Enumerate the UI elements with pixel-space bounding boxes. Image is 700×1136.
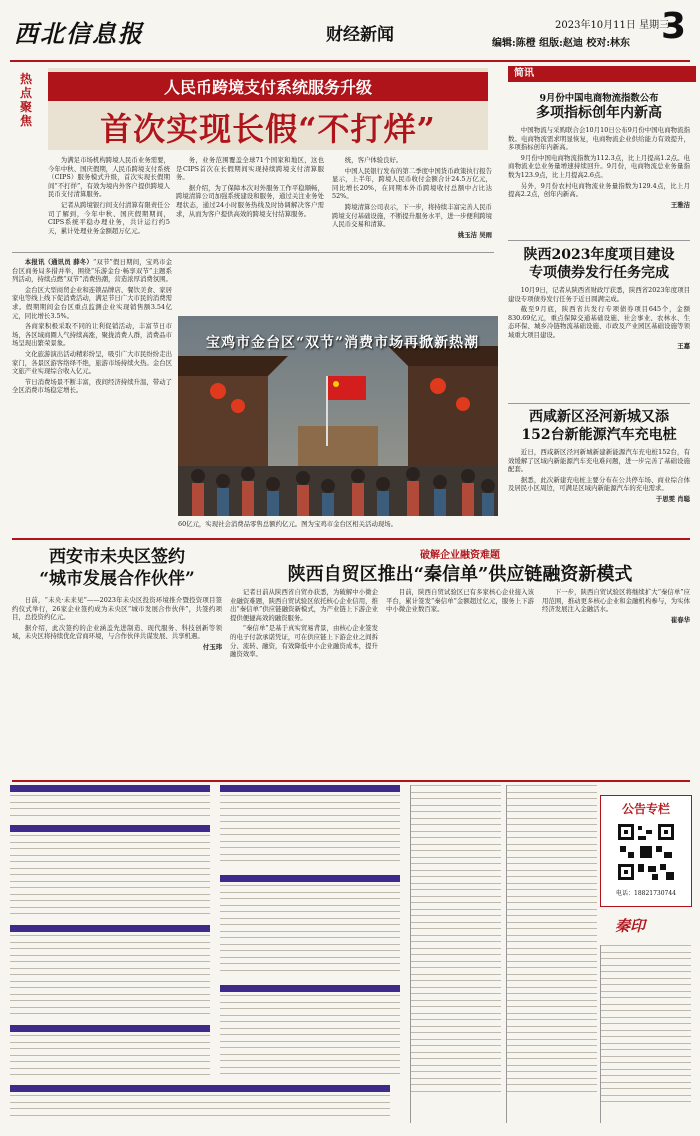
lead-headline-banner [48, 68, 488, 150]
brief-3-title: 152台新能源汽车充电桩 [521, 427, 677, 443]
brief-paragraph: 9月份中国电商物流指数为112.3点，比上月提高1.2点。电商物流业总业务量增速持续回升。9月份，电商物流总业务量指数为123.9点，比上月提高2.6点。 [508, 153, 690, 179]
lead-paragraph: 记者从跨境银行间支付清算有限责任公司了解到，今年中秋、国庆假期期间，CIPS系统平稳办理业务，共计运行约5天，累计处理业务金额超万亿元。 [48, 200, 170, 235]
brief-paragraph: 近日，西咸新区泾河新城新建新能源汽车充电桩152台，有效缓解了区域内新能源汽车充电难问题，进一步完善了基础设施配套。 [508, 448, 690, 474]
partner-author: 付玉玮 [202, 642, 222, 651]
ad-header-strip [10, 1085, 390, 1092]
lead-column-3 [332, 156, 492, 256]
finance-paragraph: 记者日前从陕西省自贸办获悉，为破解中小微企业融资难题，陕西自贸试验区依托核心企业信用，推出“秦信单”供应链融资新模式，为产业链上下游企业提供便捷高效的融资服务。 [230, 588, 378, 622]
ad-text-column [506, 785, 597, 1123]
section-rule [12, 538, 690, 540]
brief-paragraph: 据悉，此次新建充电桩主要分布在公共停车场、商业综合体及居民小区周边，可满足区域内新能源汽车的充电需求。 [508, 475, 690, 493]
brief-3-author: 于思雯 肖聪 [655, 494, 690, 503]
ad-text-column [410, 785, 501, 1123]
story-paragraph [12, 258, 172, 284]
partner-paragraph: 日前，“未央·未来见”——2023年未央区投资环境推介暨投资项目签约仪式举行，26家企业签约成为未央区“城市发展合作伙伴”，共签约项目，总投资约亿元。 [12, 596, 222, 622]
brief-2-title: 专项债券发行任务完成 [529, 265, 669, 281]
lead-paragraph: 务，业务范围覆盖全球71个国家和地区，这也是CIPS首次在长假期间实现持续跨境支付清算服务。 [176, 156, 324, 182]
story-paragraph: 各商家积极采取不同的让利促销活动，丰富节日市场，各区域商圈人气持续高涨，聚拢消费人群，消费品市场呈现出繁荣景象。 [12, 322, 172, 348]
lead-paragraph: 中国人民银行发布的第二季度中国货币政策执行报告显示，上半年，跨境人民币收付金额合计24.5万亿元，同比增长20%，在同期本外币跨境收付总额中占比达52%。 [332, 166, 492, 201]
ad-text-block [10, 935, 210, 1023]
brief-2-author: 王嘉 [677, 341, 690, 350]
brief-paragraph: 另外，9月份农村电商物流业务量指数为129.4点，比上月提高2.2点，创年内新高。 [508, 181, 690, 199]
lead-title: 首次实现长假“不打烊” [100, 110, 436, 148]
brief-paragraph: 10月9日，记者从陕西省财政厅获悉，陕西省2023年度项目建设专项债券发行任务于近日圆满完成。 [508, 286, 690, 303]
hot-tag-char: 焦 [19, 114, 32, 128]
ad-text-block [10, 795, 210, 823]
ad-text-block [10, 835, 210, 923]
lead-column-1 [48, 156, 170, 256]
story-paragraph: 文化旅游演出活动精彩纷呈，吸引广大市民纷纷走出家门，各景区游客络绎不绝，旅游市场持续火热。金台区文旅产业实现综合收入亿元。 [12, 349, 172, 376]
ad-header-strip [220, 985, 400, 992]
story-paragraph: 金台区大型商贸企业和连锁品牌店、餐饮美食、家居家电等线上线下促消费活动，满足节日广大市民的消费需求。假期期间金台区重点监测企业实现销售额3.54亿元，同比增长3.5%。 [12, 285, 172, 320]
ad-header-strip [10, 1025, 210, 1032]
brief-3-body [508, 448, 690, 532]
ad-text-block [10, 1035, 210, 1083]
notice-title: 公告专栏 [621, 802, 670, 816]
finance-column-3 [542, 588, 690, 776]
brief-1-body [508, 126, 690, 234]
brief-1-author: 王雅洁 [670, 200, 690, 209]
partner-paragraph: 据介绍，此次签约的企业涵盖先进制造、现代服务、科技创新等领域，未央区将持续优化营商环境，与合作伙伴共谋发展、共享机遇。 [12, 623, 222, 641]
lead-paragraph: 据介绍，为了保障本次对外服务工作平稳顺畅，跨境清算公司加强系统建设和服务，通过关注业务处理状态，通过24小时服务热线及时协调解决客户需求，从而为客户提供高效的跨境支付结算服务。 [176, 183, 324, 218]
brief-divider [508, 240, 690, 241]
festival-photo [178, 316, 498, 516]
lead-column-2 [176, 156, 324, 256]
brief-paragraph: 中国物流与采购联合会10月10日公布9月份中国电商物流指数。电商物流需求明显恢复，电商物流企业供给能力有效提升，多项指标创年内新高。 [508, 126, 690, 152]
lead-paragraph: 跨境清算公司表示，下一步，将持续丰富完善人民币跨境支付基础设施，不断提升服务水平，进一步便利跨境人民币交易和清算。 [332, 202, 492, 229]
newspaper-logo: 西北信息报 [14, 19, 144, 48]
ad-text-block [220, 995, 400, 1083]
ad-text-column [600, 945, 691, 1123]
lead-paragraph: 为满足市场机构跨境人民币业务需要，今年中秋、国庆假期，人民币跨境支付系统（CIPS）服务模式升级，首次实现长假期间“不打烊”，有效为境内外客户提供跨境人民币支付清算服务。 [48, 156, 170, 199]
ads-rule [12, 780, 690, 782]
notice-column-box [600, 795, 692, 907]
photo-caption-title: 宝鸡市金台区“双节”消费市场再掀新热潮 [206, 335, 480, 351]
lead-author: 姚玉洁 吴雨 [457, 230, 492, 239]
section-divider [12, 252, 494, 253]
story-byline: 本报讯（通讯员 薛冬） [24, 258, 93, 266]
brief-1-subtitle: 9月份中国电商物流指数公布 [539, 93, 659, 104]
hot-tag-char: 聚 [19, 100, 32, 114]
issue-date: 2023年10月11日 星期三 [555, 20, 670, 31]
brief-2-subtitle: 陕西2023年度项目建设 [523, 247, 675, 263]
finance-story-title: 陕西自贸区推出“秦信单”供应链融资新模式 [287, 564, 633, 585]
partner-title-line-1: 西安市未央区签约 [49, 547, 185, 567]
partner-story-body [12, 596, 222, 776]
finance-column-1 [230, 588, 378, 776]
finance-paragraph: 下一步，陕西自贸试验区将继续扩大“秦信单”应用范围，推动更多核心企业和金融机构参与，为实体经济发展注入金融活水。 [542, 588, 690, 614]
notice-phone: 电话：18821730744 [616, 890, 676, 897]
finance-story-kicker: 破解企业融资难题 [420, 550, 500, 561]
ad-header-strip [10, 925, 210, 932]
ad-header-strip [220, 875, 400, 882]
brief-news-header: 简讯 [508, 66, 696, 82]
brief-1-title: 多项指标创年内新高 [536, 105, 662, 121]
ad-text-block [10, 1095, 390, 1123]
story-lead-text: “双节”假日期间，宝鸡市金台区商务局多措并举，围绕“乐游金台·畅享双节”主题系列活动，持续点燃“双节”消费热潮，营造浓厚消费氛围。 [12, 258, 172, 284]
lead-paragraph: 统，客户体验良好。 [344, 156, 403, 164]
lead-kicker: 人民币跨境支付系统服务升级 [48, 72, 488, 101]
brief-divider [508, 403, 690, 404]
masthead [10, 6, 690, 62]
seal-logo: 秦印 [615, 917, 646, 935]
brief-2-body [508, 286, 690, 398]
classified-ads [10, 785, 690, 1125]
brief-paragraph: 截至9月底，陕西省共发行专项债券项目645个，金额830.69亿元，重点保障交通基础设施、社会事业、农林水、生态环保、城乡冷链物流基础设施、市政及产业园区基础设施等领域重大项目建设。 [508, 305, 690, 339]
editor-credits: 编辑:陈橙 组版:赵迪 校对:林东 [492, 38, 631, 49]
page-number: 3 [660, 6, 686, 47]
finance-paragraph: 目前，陕西自贸试验区已有多家核心企业接入该平台，累计签发“秦信单”金额超过亿元，服务上下游中小微企业数百家。 [386, 588, 534, 614]
finance-column-2 [386, 588, 534, 776]
finance-author: 崔春华 [670, 615, 690, 624]
photo-caption: 60亿元，实现社会消费品零售总额约亿元。图为宝鸡市金台区相关活动现场。 [178, 520, 398, 528]
ad-text-block [220, 795, 400, 873]
qr-code-icon [616, 822, 676, 882]
brief-3-subtitle: 西咸新区泾河新城又添 [529, 409, 669, 425]
ad-header-strip [220, 785, 400, 792]
hot-focus-tag [12, 72, 40, 142]
partner-story-title [12, 546, 222, 590]
story-paragraph: 节日消费场景不断丰富，夜间经济持续升温，带动了全区消费市场稳定增长。 [12, 377, 172, 395]
ad-header-strip [10, 785, 210, 792]
finance-paragraph: “秦信单”是基于真实贸易背景，由核心企业签发的电子付款承诺凭证，可在供应链上下游企业之间拆分、流转、融资，有效降低中小企业融资成本，提升融资效率。 [230, 624, 378, 659]
consumption-story [12, 258, 172, 518]
partner-title-line-2: “城市发展合作伙伴” [39, 569, 195, 589]
hot-tag-char: 点 [19, 86, 32, 100]
ad-header-strip [10, 825, 210, 832]
hot-tag-char: 热 [19, 72, 32, 86]
section-title: 财经新闻 [326, 25, 394, 45]
ad-text-block [220, 885, 400, 983]
